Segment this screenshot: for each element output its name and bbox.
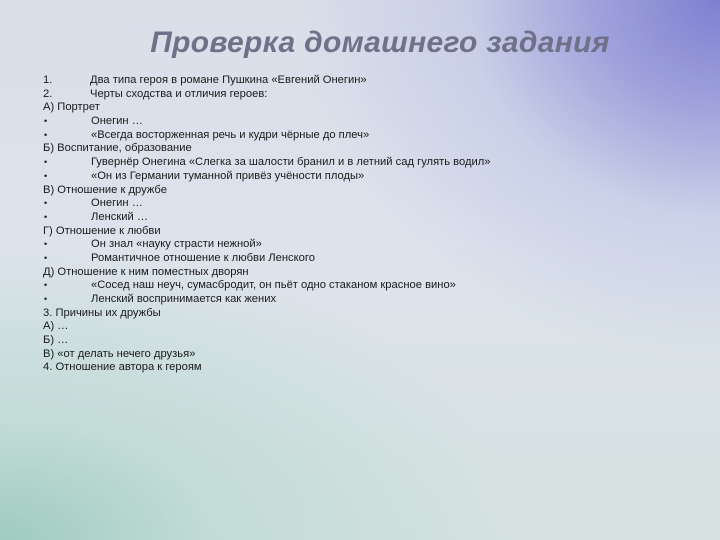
list-item-text: Два типа героя в романе Пушкина «Евгений Онегин» — [90, 74, 367, 86]
bullet-item — [43, 279, 703, 293]
bullet-item-text: Ленский воспринимается как жених — [91, 293, 277, 305]
section-heading — [43, 184, 703, 198]
section-heading-text: 3. Причины их дружбы — [43, 306, 161, 319]
bullet-item — [43, 156, 703, 170]
bullet-icon: • — [44, 211, 48, 222]
bullet-item-text: Ленский … — [91, 210, 149, 223]
bullet-item — [43, 115, 703, 129]
slide-content — [43, 74, 703, 375]
bullet-item — [43, 252, 703, 266]
section-heading — [43, 101, 703, 115]
section-heading-text: Д) Отношение к ним поместных дворян — [43, 265, 249, 278]
bullet-icon: • — [44, 294, 48, 304]
bullet-icon: • — [44, 280, 48, 291]
section-heading — [43, 266, 703, 280]
section-heading-text: А) Портрет — [43, 101, 100, 114]
bullet-icon: • — [44, 252, 48, 263]
bullet-item-text: «Всегда восторженная речь и кудри чёрные до плеч» — [91, 128, 370, 141]
section-heading — [43, 142, 703, 156]
bullet-item-text: Онегин … — [91, 197, 143, 210]
bullet-item — [43, 293, 703, 307]
section-heading — [43, 334, 703, 348]
section-heading — [43, 307, 703, 321]
section-heading-text: А) … — [43, 320, 69, 333]
list-item — [43, 74, 703, 88]
bullet-item — [43, 211, 703, 225]
bullet-item — [43, 129, 703, 143]
bullet-item-text: «Он из Германии туманной привёз учёности плоды» — [91, 169, 365, 182]
bullet-icon: • — [44, 239, 48, 250]
section-heading — [43, 320, 703, 334]
section-heading-text: В) Отношение к дружбе — [43, 183, 167, 196]
bullet-item-text: Романтичное отношение к любви Ленского — [91, 251, 315, 264]
section-heading — [43, 348, 703, 362]
section-heading-text: Б) … — [43, 334, 69, 347]
section-heading-text: В) «от делать нечего друзья» — [43, 347, 196, 360]
bullet-item — [43, 197, 703, 211]
bullet-item-text: Онегин … — [91, 115, 143, 128]
slide-title: Проверка домашнего задания — [150, 26, 610, 59]
bullet-item-text: «Сосед наш неуч, сумасбродит, он пьёт одно стаканом красное вино» — [91, 279, 456, 292]
section-heading-text: Г) Отношение к любви — [43, 224, 161, 237]
list-marker: 2. — [43, 87, 53, 100]
bullet-item — [43, 170, 703, 184]
bullet-item-text: Он знал «науку страсти нежной» — [91, 238, 262, 251]
section-heading — [43, 361, 703, 375]
list-marker: 1. — [43, 74, 53, 86]
bullet-icon: • — [44, 129, 48, 140]
section-heading-text: Б) Воспитание, образование — [43, 142, 192, 155]
section-heading-text: 4. Отношение автора к героям — [43, 361, 202, 374]
bullet-item — [43, 238, 703, 252]
bullet-item-text: Гувернёр Онегина «Слегка за шалости бранил и в летний сад гулять водил» — [91, 156, 491, 169]
bullet-icon: • — [44, 170, 48, 181]
list-item — [43, 88, 703, 102]
bullet-icon: • — [44, 116, 48, 127]
bullet-icon: • — [44, 157, 48, 168]
list-item-text: Черты сходства и отличия героев: — [90, 87, 268, 100]
bullet-icon: • — [44, 198, 48, 209]
section-heading — [43, 225, 703, 239]
